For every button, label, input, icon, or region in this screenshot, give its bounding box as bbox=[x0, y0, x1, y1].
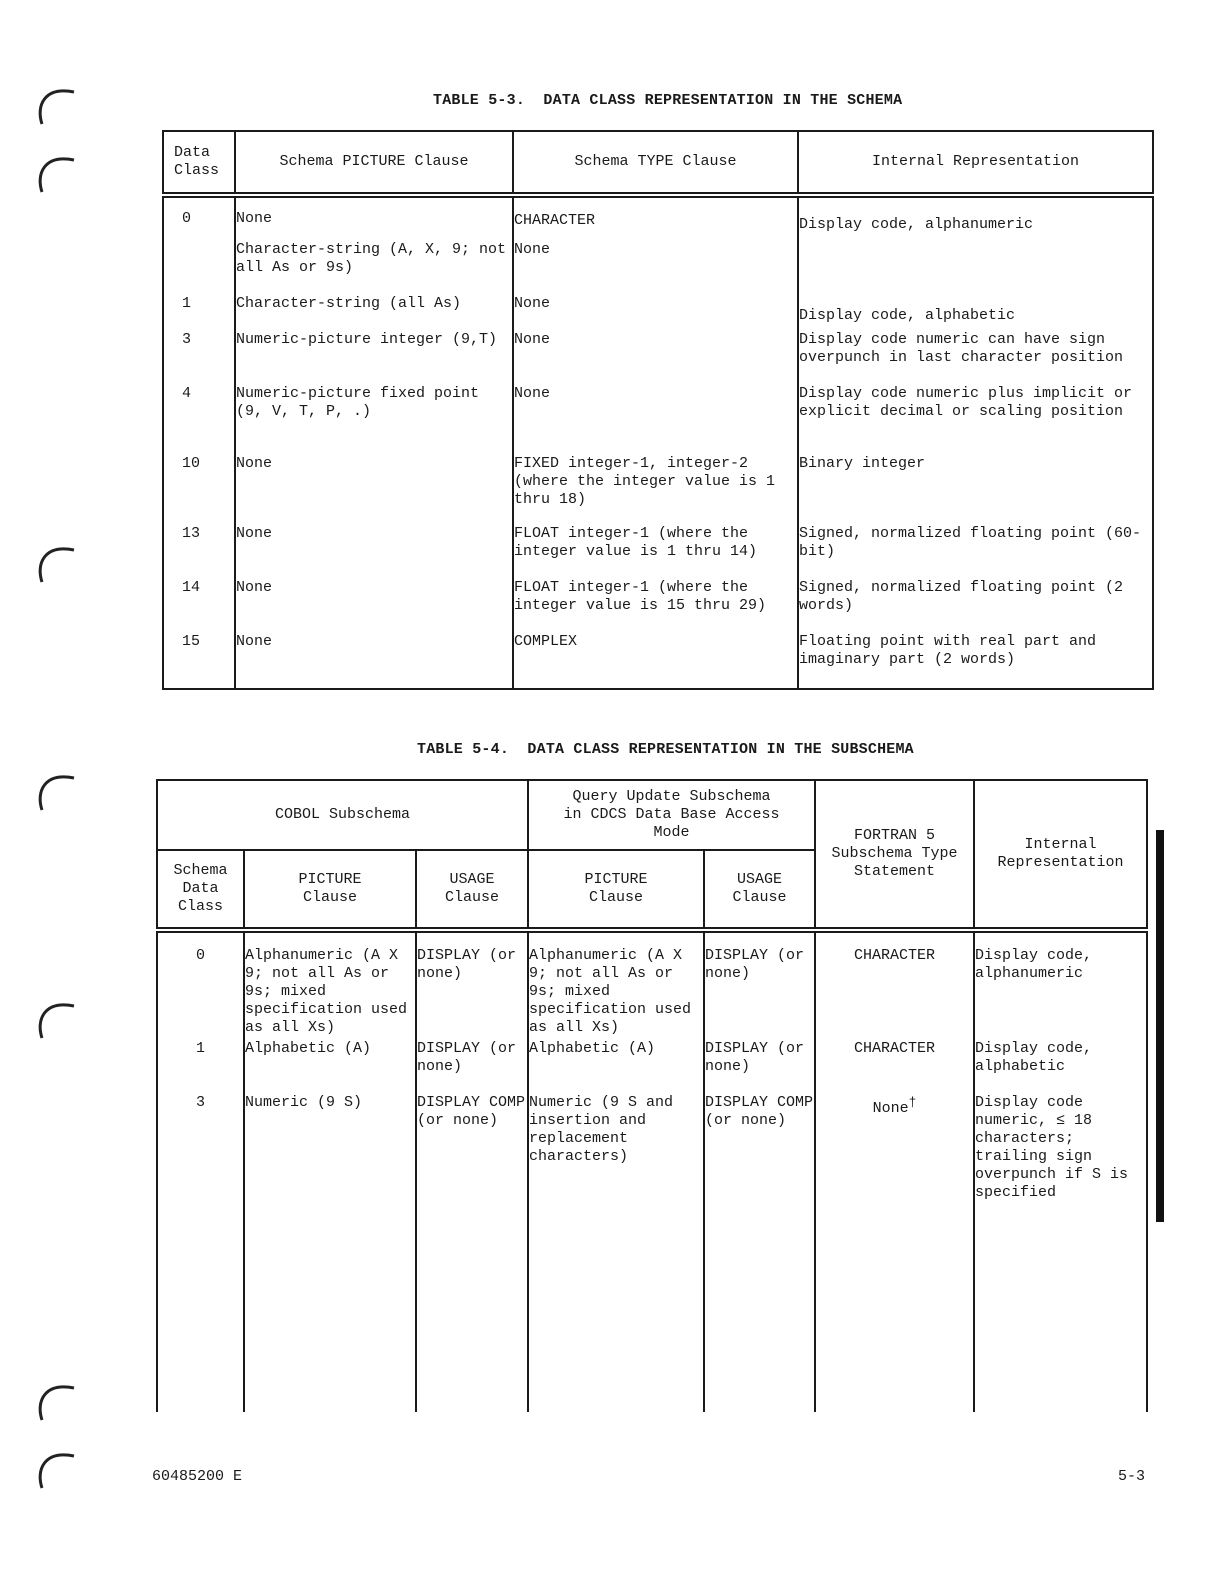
data-class-cell: 14 bbox=[163, 579, 235, 633]
fortran-cell bbox=[815, 1094, 974, 1412]
picture-cell: Numeric-picture integer (9,T) bbox=[235, 331, 513, 385]
picture-cell: None bbox=[235, 633, 513, 689]
table-5-3-caption: TABLE 5-3. DATA CLASS REPRESENTATION IN THE SCHEMA bbox=[433, 92, 903, 109]
binder-hole-icon bbox=[34, 148, 78, 194]
fortran-cell: CHARACTER bbox=[815, 1040, 974, 1094]
binder-hole-icon bbox=[34, 766, 78, 812]
header-cobol-picture: PICTURE Clause bbox=[244, 850, 416, 930]
type-cell: FLOAT integer-1 (where the integer value is 1 thru 14) bbox=[513, 525, 798, 579]
type-cell: None bbox=[513, 385, 798, 455]
internal-cell: Display code, alphabetic bbox=[798, 295, 1153, 331]
header-query-update-subschema: Query Update Subschema in CDCS Data Base Access Mode bbox=[528, 780, 815, 850]
cobol-usage-cell: DISPLAY (or none) bbox=[416, 930, 528, 1040]
query-picture-cell: Alphabetic (A) bbox=[528, 1040, 704, 1094]
binder-hole-icon bbox=[34, 538, 78, 584]
table-row bbox=[163, 385, 1153, 455]
data-class-cell: 3 bbox=[163, 331, 235, 385]
header-schema-type: Schema TYPE Clause bbox=[513, 131, 798, 195]
table-row bbox=[163, 525, 1153, 579]
picture-cell: Character-string (A, X, 9; not all As or 9s) bbox=[235, 241, 513, 295]
query-picture-cell: Numeric (9 S and insertion and replacement characters) bbox=[528, 1094, 704, 1412]
type-cell: None bbox=[513, 295, 798, 331]
cobol-picture-cell: Alphabetic (A) bbox=[244, 1040, 416, 1094]
type-cell: FIXED integer-1, integer-2 (where the integer value is 1 thru 18) bbox=[513, 455, 798, 525]
header-query-usage: USAGE Clause bbox=[704, 850, 815, 930]
header-data-class: Data Class bbox=[163, 131, 235, 195]
type-cell: None bbox=[513, 241, 798, 295]
table-5-4-caption: TABLE 5-4. DATA CLASS REPRESENTATION IN THE SUBSCHEMA bbox=[417, 741, 914, 758]
data-class-cell: 15 bbox=[163, 633, 235, 689]
table-row bbox=[163, 241, 1153, 295]
binder-hole-icon bbox=[34, 80, 78, 126]
query-usage-cell: DISPLAY COMP (or none) bbox=[704, 1094, 815, 1412]
header-cobol-usage: USAGE Clause bbox=[416, 850, 528, 930]
schema-data-class-cell: 0 bbox=[157, 930, 244, 1040]
type-cell: None bbox=[513, 331, 798, 385]
internal-cell: Signed, normalized floating point (60-bit) bbox=[798, 525, 1153, 579]
table-row bbox=[163, 195, 1153, 241]
picture-cell: Numeric-picture fixed point (9, V, T, P, .) bbox=[235, 385, 513, 455]
query-usage-cell: DISPLAY (or none) bbox=[704, 930, 815, 1040]
table-5-4 bbox=[156, 779, 1148, 1412]
table-row bbox=[163, 579, 1153, 633]
data-class-cell: 4 bbox=[163, 385, 235, 455]
cobol-picture-cell: Alphanumeric (A X 9; not all As or 9s; mixed specification used as all Xs) bbox=[244, 930, 416, 1040]
change-bar bbox=[1156, 830, 1164, 1222]
binder-hole-icon bbox=[34, 1444, 78, 1490]
table-row bbox=[163, 455, 1153, 525]
picture-cell: None bbox=[235, 455, 513, 525]
internal-cell: Signed, normalized floating point (2 words) bbox=[798, 579, 1153, 633]
internal-cell: Display code numeric, ≤ 18 characters; trailing sign overpunch if S is specified bbox=[974, 1094, 1147, 1412]
data-class-cell: 10 bbox=[163, 455, 235, 525]
query-usage-cell: DISPLAY (or none) bbox=[704, 1040, 815, 1094]
schema-data-class-cell: 3 bbox=[157, 1094, 244, 1412]
picture-cell: Character-string (all As) bbox=[235, 295, 513, 331]
table-row bbox=[163, 331, 1153, 385]
table-5-3 bbox=[162, 130, 1154, 690]
table-row bbox=[157, 1094, 1147, 1412]
header-fortran-type-statement: FORTRAN 5 Subschema Type Statement bbox=[815, 780, 974, 930]
internal-cell: Floating point with real part and imaginary part (2 words) bbox=[798, 633, 1153, 689]
data-class-cell: 0 bbox=[163, 195, 235, 241]
header-internal-representation: Internal Representation bbox=[974, 780, 1147, 930]
dagger-footnote-mark: † bbox=[908, 1095, 917, 1110]
internal-cell: Display code numeric plus implicit or explicit decimal or scaling position bbox=[798, 385, 1153, 455]
internal-cell: Display code, alphanumeric bbox=[798, 195, 1153, 241]
internal-cell bbox=[798, 241, 1153, 295]
header-query-picture: PICTURE Clause bbox=[528, 850, 704, 930]
picture-cell: None bbox=[235, 525, 513, 579]
query-picture-cell: Alphanumeric (A X 9; not all As or 9s; mixed specification used as all Xs) bbox=[528, 930, 704, 1040]
fortran-value: None bbox=[872, 1100, 909, 1117]
picture-cell: None bbox=[235, 195, 513, 241]
table-row bbox=[163, 633, 1153, 689]
internal-cell: Display code numeric can have sign overpunch in last character position bbox=[798, 331, 1153, 385]
data-class-cell bbox=[163, 241, 235, 295]
page-number: 5-3 bbox=[1118, 1468, 1146, 1485]
binder-hole-icon bbox=[34, 994, 78, 1040]
document-number: 60485200 E bbox=[152, 1468, 243, 1485]
header-schema-data-class: Schema Data Class bbox=[157, 850, 244, 930]
picture-cell: None bbox=[235, 579, 513, 633]
cobol-usage-cell: DISPLAY COMP (or none) bbox=[416, 1094, 528, 1412]
header-internal-representation: Internal Representation bbox=[798, 131, 1153, 195]
header-schema-picture: Schema PICTURE Clause bbox=[235, 131, 513, 195]
cobol-usage-cell: DISPLAY (or none) bbox=[416, 1040, 528, 1094]
type-cell: COMPLEX bbox=[513, 633, 798, 689]
table-row bbox=[163, 295, 1153, 331]
binder-hole-icon bbox=[34, 1376, 78, 1422]
table-row bbox=[157, 1040, 1147, 1094]
internal-cell: Binary integer bbox=[798, 455, 1153, 525]
data-class-cell: 1 bbox=[163, 295, 235, 331]
fortran-cell: CHARACTER bbox=[815, 930, 974, 1040]
internal-cell: Display code, alphanumeric bbox=[974, 930, 1147, 1040]
internal-cell: Display code, alphabetic bbox=[974, 1040, 1147, 1094]
type-cell: CHARACTER bbox=[513, 195, 798, 241]
type-cell: FLOAT integer-1 (where the integer value is 15 thru 29) bbox=[513, 579, 798, 633]
table-row bbox=[157, 930, 1147, 1040]
cobol-picture-cell: Numeric (9 S) bbox=[244, 1094, 416, 1412]
schema-data-class-cell: 1 bbox=[157, 1040, 244, 1094]
data-class-cell: 13 bbox=[163, 525, 235, 579]
header-cobol-subschema: COBOL Subschema bbox=[157, 780, 528, 850]
